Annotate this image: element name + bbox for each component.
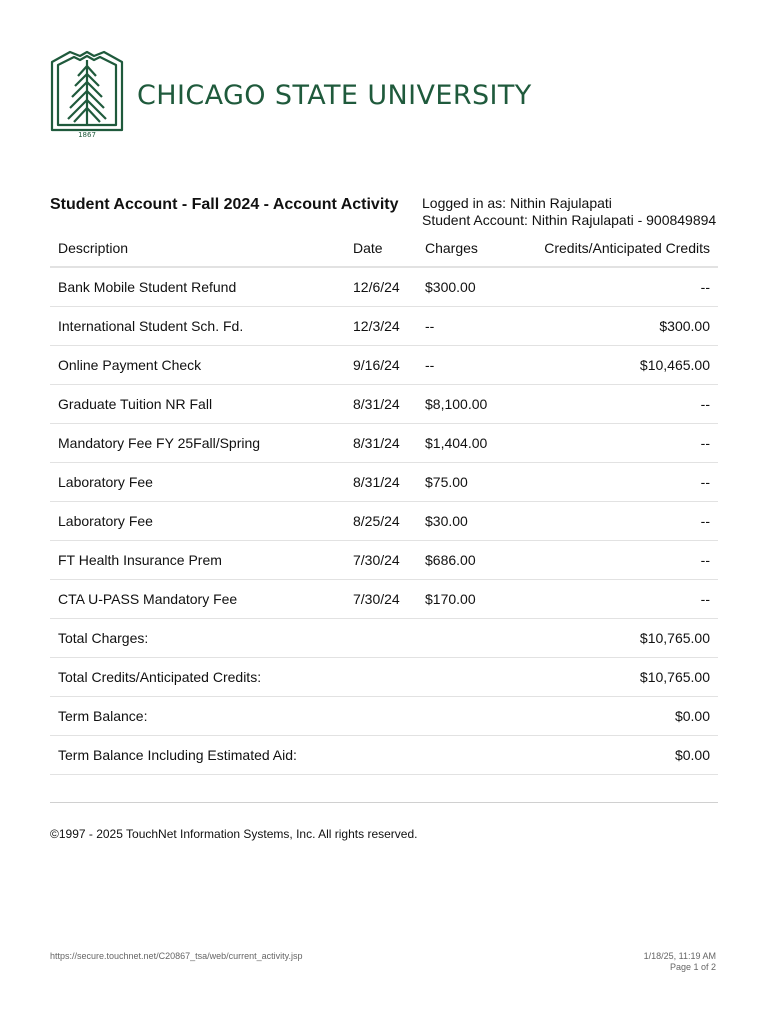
row-description: Laboratory Fee <box>50 463 345 502</box>
row-credits: -- <box>527 502 718 541</box>
summary-label: Total Credits/Anticipated Credits: <box>50 658 527 697</box>
column-header-credits: Credits/Anticipated Credits <box>527 230 718 267</box>
table-row <box>50 267 718 307</box>
table-row <box>50 424 718 463</box>
row-description: Laboratory Fee <box>50 502 345 541</box>
row-credits: -- <box>527 385 718 424</box>
university-name: CHICAGO STATE UNIVERSITY <box>137 80 532 111</box>
table-row <box>50 502 718 541</box>
row-credits: -- <box>527 267 718 307</box>
row-date: 8/31/24 <box>345 463 417 502</box>
summary-row <box>50 736 718 775</box>
table-row <box>50 307 718 346</box>
table-row <box>50 385 718 424</box>
row-credits: -- <box>527 541 718 580</box>
footer-divider <box>50 802 718 803</box>
row-date: 8/31/24 <box>345 385 417 424</box>
row-charges: $300.00 <box>417 267 527 307</box>
row-description: CTA U-PASS Mandatory Fee <box>50 580 345 619</box>
row-description: Mandatory Fee FY 25Fall/Spring <box>50 424 345 463</box>
row-charges: -- <box>417 346 527 385</box>
row-date: 8/25/24 <box>345 502 417 541</box>
summary-value: $10,765.00 <box>527 619 718 658</box>
pine-tree-logo-icon <box>50 50 124 140</box>
row-charges: $8,100.00 <box>417 385 527 424</box>
table-header-row <box>50 230 718 267</box>
logo-year: 1867 <box>78 131 96 139</box>
row-description: Bank Mobile Student Refund <box>50 267 345 307</box>
summary-row <box>50 619 718 658</box>
account-activity-table <box>50 230 718 775</box>
table-body <box>50 267 718 775</box>
summary-label: Term Balance: <box>50 697 527 736</box>
row-charges: -- <box>417 307 527 346</box>
row-description: FT Health Insurance Prem <box>50 541 345 580</box>
logged-in-as: Logged in as: Nithin Rajulapati <box>422 195 612 211</box>
print-datetime: 1/18/25, 11:19 AM <box>643 951 716 961</box>
table-row <box>50 580 718 619</box>
row-credits: -- <box>527 580 718 619</box>
summary-label: Total Charges: <box>50 619 527 658</box>
row-charges: $686.00 <box>417 541 527 580</box>
column-header-date: Date <box>345 230 417 267</box>
page-url: https://secure.touchnet.net/C20867_tsa/web/current_activity.jsp <box>50 951 303 961</box>
page-title: Student Account - Fall 2024 - Account Activity <box>50 196 399 213</box>
row-description: Graduate Tuition NR Fall <box>50 385 345 424</box>
summary-row <box>50 697 718 736</box>
summary-row <box>50 658 718 697</box>
summary-label: Term Balance Including Estimated Aid: <box>50 736 527 775</box>
row-credits: $300.00 <box>527 307 718 346</box>
row-description: International Student Sch. Fd. <box>50 307 345 346</box>
row-date: 12/6/24 <box>345 267 417 307</box>
table-row <box>50 463 718 502</box>
row-date: 7/30/24 <box>345 580 417 619</box>
row-credits: $10,465.00 <box>527 346 718 385</box>
row-credits: -- <box>527 424 718 463</box>
print-info <box>644 951 716 973</box>
summary-value: $0.00 <box>527 697 718 736</box>
table-row <box>50 346 718 385</box>
row-credits: -- <box>527 463 718 502</box>
page-number: Page 1 of 2 <box>669 962 716 972</box>
row-description: Online Payment Check <box>50 346 345 385</box>
row-charges: $1,404.00 <box>417 424 527 463</box>
row-date: 8/31/24 <box>345 424 417 463</box>
row-date: 12/3/24 <box>345 307 417 346</box>
row-charges: $170.00 <box>417 580 527 619</box>
summary-value: $0.00 <box>527 736 718 775</box>
row-charges: $75.00 <box>417 463 527 502</box>
row-charges: $30.00 <box>417 502 527 541</box>
column-header-charges: Charges <box>417 230 527 267</box>
login-info <box>422 195 716 229</box>
row-date: 9/16/24 <box>345 346 417 385</box>
row-date: 7/30/24 <box>345 541 417 580</box>
student-account: Student Account: Nithin Rajulapati - 900849894 <box>422 212 717 228</box>
column-header-description: Description <box>50 230 345 267</box>
copyright-text: ©1997 - 2025 TouchNet Information Systems, Inc. All rights reserved. <box>50 827 418 841</box>
summary-value: $10,765.00 <box>527 658 718 697</box>
table-row <box>50 541 718 580</box>
university-logo <box>50 50 124 140</box>
